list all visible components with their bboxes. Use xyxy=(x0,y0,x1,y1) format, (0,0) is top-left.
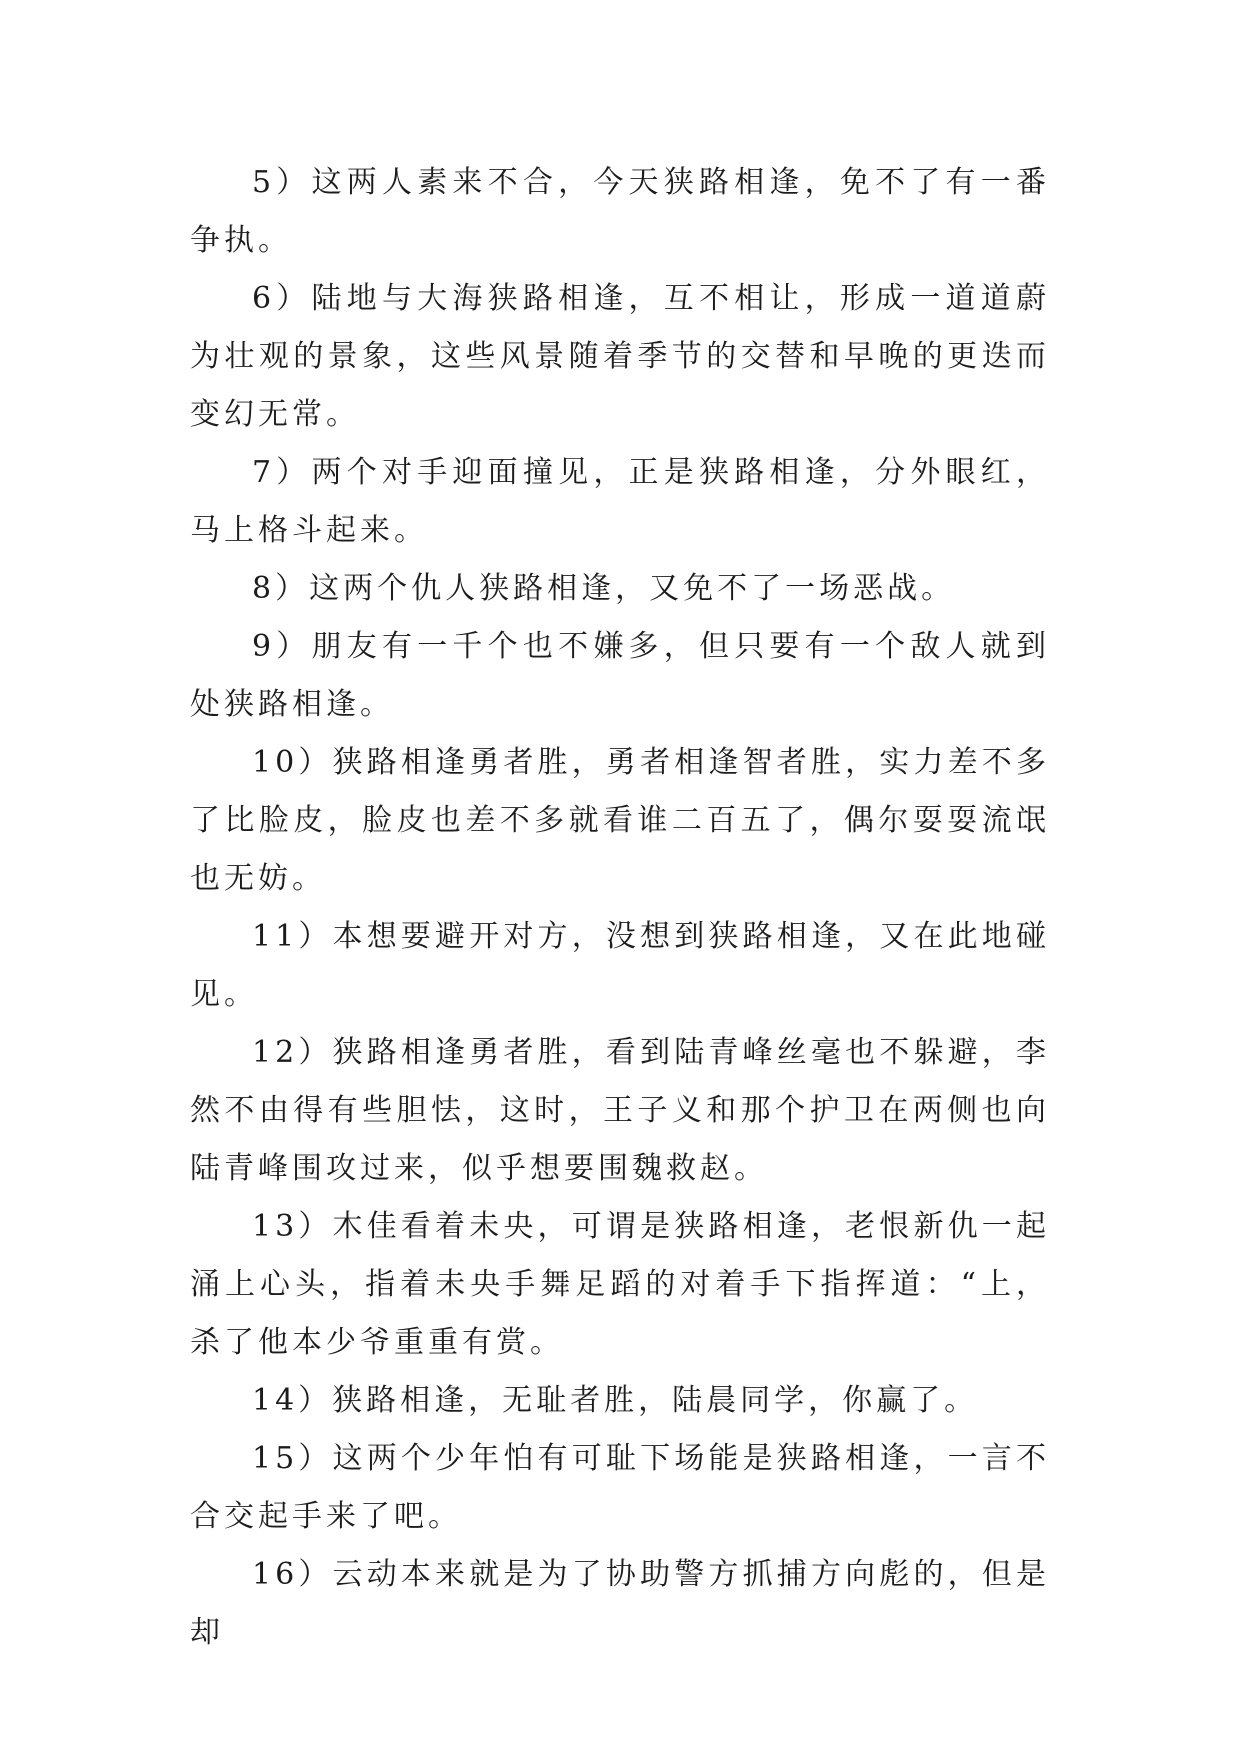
paragraph-13: 13）木佳看着未央，可谓是狭路相逢，老恨新仇一起涌上心头，指着未央手舞足蹈的对着手下指挥道：“上，杀了他本少爷重重有赏。 xyxy=(190,1209,1050,1360)
document-body xyxy=(190,154,1050,1662)
paragraph-15: 15）这两个少年怕有可耻下场能是狭路相逢，一言不合交起手来了吧。 xyxy=(190,1441,1050,1534)
paragraph-7: 7）两个对手迎面撞见，正是狭路相逢，分外眼红，马上格斗起来。 xyxy=(190,455,1050,548)
paragraph-12: 12）狭路相逢勇者胜，看到陆青峰丝毫也不躲避，李然不由得有些胆怯，这时，王子义和那个护卫在两侧也向陆青峰围攻过来，似乎想要围魏救赵。 xyxy=(190,1035,1050,1186)
paragraph-11: 11）本想要避开对方，没想到狭路相逢，又在此地碰见。 xyxy=(190,919,1050,1012)
paragraph-9: 9）朋友有一千个也不嫌多，但只要有一个敌人就到处狭路相逢。 xyxy=(190,629,1050,722)
paragraph-8: 8）这两个仇人狭路相逢，又免不了一场恶战。 xyxy=(252,571,956,606)
paragraph-6: 6）陆地与大海狭路相逢，互不相让，形成一道道蔚为壮观的景象，这些风景随着季节的交替和早晚的更迭而变幻无常。 xyxy=(190,281,1050,432)
paragraph-10: 10）狭路相逢勇者胜，勇者相逢智者胜，实力差不多了比脸皮，脸皮也差不多就看谁二百五了，偶尔耍耍流氓也无妨。 xyxy=(190,745,1050,896)
paragraph-16: 16）云动本来就是为了协助警方抓捕方向彪的，但是却 xyxy=(190,1557,1050,1650)
paragraph-5: 5）这两人素来不合，今天狭路相逢，免不了有一番争执。 xyxy=(190,165,1050,258)
paragraph-14: 14）狭路相逢，无耻者胜，陆晨同学，你赢了。 xyxy=(252,1383,979,1418)
